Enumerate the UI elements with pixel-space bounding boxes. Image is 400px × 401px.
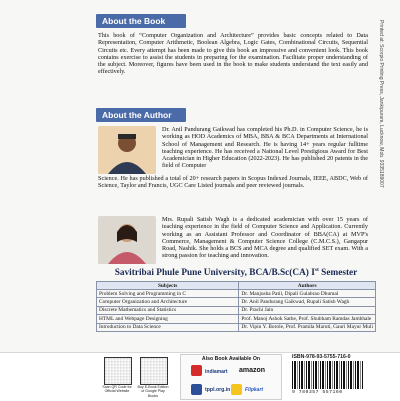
author-cell: Prof. Manoj Ashok Sathe, Prof. Shubham Ramdas Jambhale (239, 315, 376, 323)
ebook-qr-code[interactable] (140, 357, 168, 385)
isbn-barcode (292, 361, 364, 389)
subjects-header: Subjects (97, 282, 239, 290)
author-cell: Dr. Vipin Y. Borole, Prof. Pramila Maruti, Gauri Mayur Muli (239, 323, 376, 331)
author-1-bio: Dr. Anil Pandurang Gaikwad has completed his Ph.D. in Computer Science, he is working as HOD Academics of MBA, BBA & BCA Departments at International School of Management and Research. He is having 14+ years regular fulltime teaching experience. He has received a National Level Prestigious Award for Best Academician in Higher Education (2022-2023). He has published 20 patents in the field of Computer (162, 126, 368, 170)
series-title (96, 267, 376, 278)
table-row (97, 306, 376, 314)
subject-cell: Problem Solving and Programming in C (97, 290, 239, 298)
about-book-heading: About the Book (96, 14, 186, 28)
website-qr-caption: Scan QR Code for Official Website (102, 385, 132, 394)
table-row (97, 298, 376, 306)
author-cell: Dr. Prachi Jain (239, 306, 376, 314)
table-row (97, 323, 376, 331)
author-1-photo (98, 126, 156, 174)
subjects-table (96, 281, 376, 332)
store-tppl[interactable]: tppl.org.in (205, 387, 231, 393)
subject-cell: Discrete Mathematics and Statistics (97, 306, 239, 314)
available-on-title: Also Book Available On (201, 356, 261, 362)
table-row (97, 315, 376, 323)
series-title-sup: st (314, 267, 319, 273)
authors-header: Authors (239, 282, 376, 290)
author-2-bio: Mrs. Rupali Satish Wagh is a dedicated academician with over 15 years of teaching experience in the field of Computer Science and Application. Currently working as an Assistant Professor and Coordinator of BBA(CA) at MVP's Commerce, Management & Computer Science College (C.M.C.S.), Gangapur Road, Nashik. She holds a BCS and MCA degree and qualified SET exam. With a strong passion for teaching and innovation. (162, 216, 368, 260)
series-title-tail: Semester (318, 268, 358, 279)
store-indiamart[interactable]: indiamart (205, 369, 228, 375)
author-2-photo (98, 216, 156, 264)
store-flipkart[interactable]: Flipkart (245, 387, 264, 393)
author-1-bio-continued: Science. He has published a total of 20+ research papers in Scopus Indexed Journals, IEEE, ABDC, Web of Science, Taylor and Francis, UGC Care Listed journals and peer reviewed journals. (98, 175, 368, 190)
barcode-digits: 9 789357 557160 (292, 390, 343, 395)
about-book-text: This book of “Computer Organization and Architecture” provides basic concepts related to Data Representation, Computer Arithmetic, Boolean Algebra, Logic Gates, Combinational Circuits, Sequential Circuits etc. Every attempt has been made to give this book an impressive and convenient look. This book contains exercise to assist the students in preparing for the examination. Facilitate proper understanding of the subject. Moreover, figures have been used in the book to make students understand the text easily and effectively. (98, 32, 368, 76)
flipkart-icon (231, 384, 242, 395)
author-cell: Dr. Manjusha Patil, Dipali Gulabrao Dhumal (239, 290, 376, 298)
ebook-qr-caption: Buy E-Book Edition of Google Play Books (137, 385, 169, 398)
store-amazon[interactable]: amazon (239, 367, 266, 374)
isbn-label: ISBN-978-93-5755-716-0 (292, 354, 351, 360)
series-title-text: Savitribai Phule Pune University, BCA/B.Sc(CA) I (114, 268, 315, 279)
author-cell: Dr. Anil Pandurang Gaikwad, Rupali Satish Wagh (239, 298, 376, 306)
subject-cell: Introduction to Data Science (97, 323, 239, 331)
available-on-box (180, 354, 282, 400)
tppl-icon (191, 384, 202, 395)
indiamart-icon (191, 365, 202, 376)
website-qr-code[interactable] (104, 357, 132, 385)
subject-cell: HTML and Webpage Designing (97, 315, 239, 323)
subject-cell: Computer Organization and Architecture (97, 298, 239, 306)
table-row (97, 290, 376, 298)
about-author-heading: About the Author (96, 108, 186, 122)
printer-credit: Printed at: Scorpio Printing Press, Jankipuram, Lucknow, Mob. 9335189007 (378, 20, 384, 188)
